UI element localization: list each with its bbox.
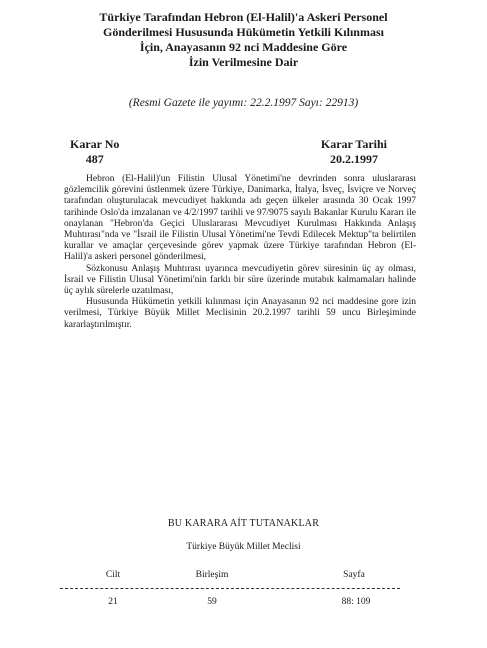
body-paragraph-3: Hususunda Hükümetin yetkili kılınması için Anayasanın 92 nci maddesine gore izin verilmesi, Türkiye Büyük Millet Meclisinin 20.2.1997 tarihli 59 uncu Birleşiminde kararlaştırılmıştır. <box>64 297 416 330</box>
value-birlesim: 59 <box>207 597 217 607</box>
document-title <box>40 10 447 70</box>
karar-tarihi-value: 20.2.1997 <box>329 152 378 166</box>
title-line-4: İzin Verilmesine Dair <box>188 55 299 69</box>
title-line-2: Gönderilmesi Hususunda Hükümetin Yetkili Kılınması <box>103 25 384 39</box>
value-sayfa: 88: 109 <box>341 597 371 607</box>
karar-tarihi-label: Karar Tarihi <box>320 137 387 151</box>
karar-no-label: Karar No <box>70 137 120 151</box>
karar-tarihi-block <box>321 137 387 167</box>
column-header-birlesim: Birleşim <box>195 570 229 580</box>
tutanaklar-heading: BU KARARA AİT TUTANAKLAR <box>167 518 320 529</box>
value-cilt: 21 <box>108 597 118 607</box>
decision-body <box>64 174 416 331</box>
karar-no-value: 487 <box>85 152 104 166</box>
table-divider <box>60 588 400 589</box>
meclis-name: Türkiye Büyük Millet Meclisi <box>186 542 301 552</box>
body-paragraph-1: Hebron (El-Halil)'un Filistin Ulusal Yönetimi'ne devrinden sonra uluslararası gözlemcilik görevini üstlenmek üzere Türkiye, Danimarka, İtalya, İsveç, İsviçre ve Norveç tarafından oluşturulacak mevcudiyet hakkında adı geçen ülkeler arasında 30 Ocak 1997 tarihinde Oslo'da imzalanan ve 4/2/1997 tarihli ve 97/9075 sayılı Bakanlar Kurulu Kararı ile onaylanan "Hebron'da Geçici Uluslararası Mevcudiyet Kurulması Hakkında Anlaşış Muhtırası"nda ve "İsrail ile Filistin Ulusal Yönetimi'ne Tevdi Edilecek Mektup"ta belirtilen kurallar ve amaçlar çerçevesinde görev yapmak üzere Türkiye tarafından Hebron (El-Halil)'a askeri personel gönderilmesi, <box>64 174 416 263</box>
column-header-cilt: Cilt <box>105 570 121 580</box>
column-header-sayfa: Sayfa <box>343 570 365 580</box>
title-line-3: İçin, Anayasanın 92 nci Maddesine Göre <box>139 40 348 54</box>
karar-no-block <box>70 137 119 167</box>
title-line-1: Türkiye Tarafından Hebron (El-Halil)'a Askeri Personel <box>99 10 388 24</box>
body-paragraph-2: Sözkonusu Anlaşış Muhtırası uyarınca mevcudiyetin görev süresinin üç ay olması, İsrail ve Filistin Ulusal Yönetimi'nin farklı bir süre üzerinde mutabık kalmamaları halinde üç aylık sürelerle uzatılması, <box>64 263 416 297</box>
gazette-reference: (Resmi Gazete ile yayımı: 22.2.1997 Sayı: 22913) <box>128 97 359 109</box>
